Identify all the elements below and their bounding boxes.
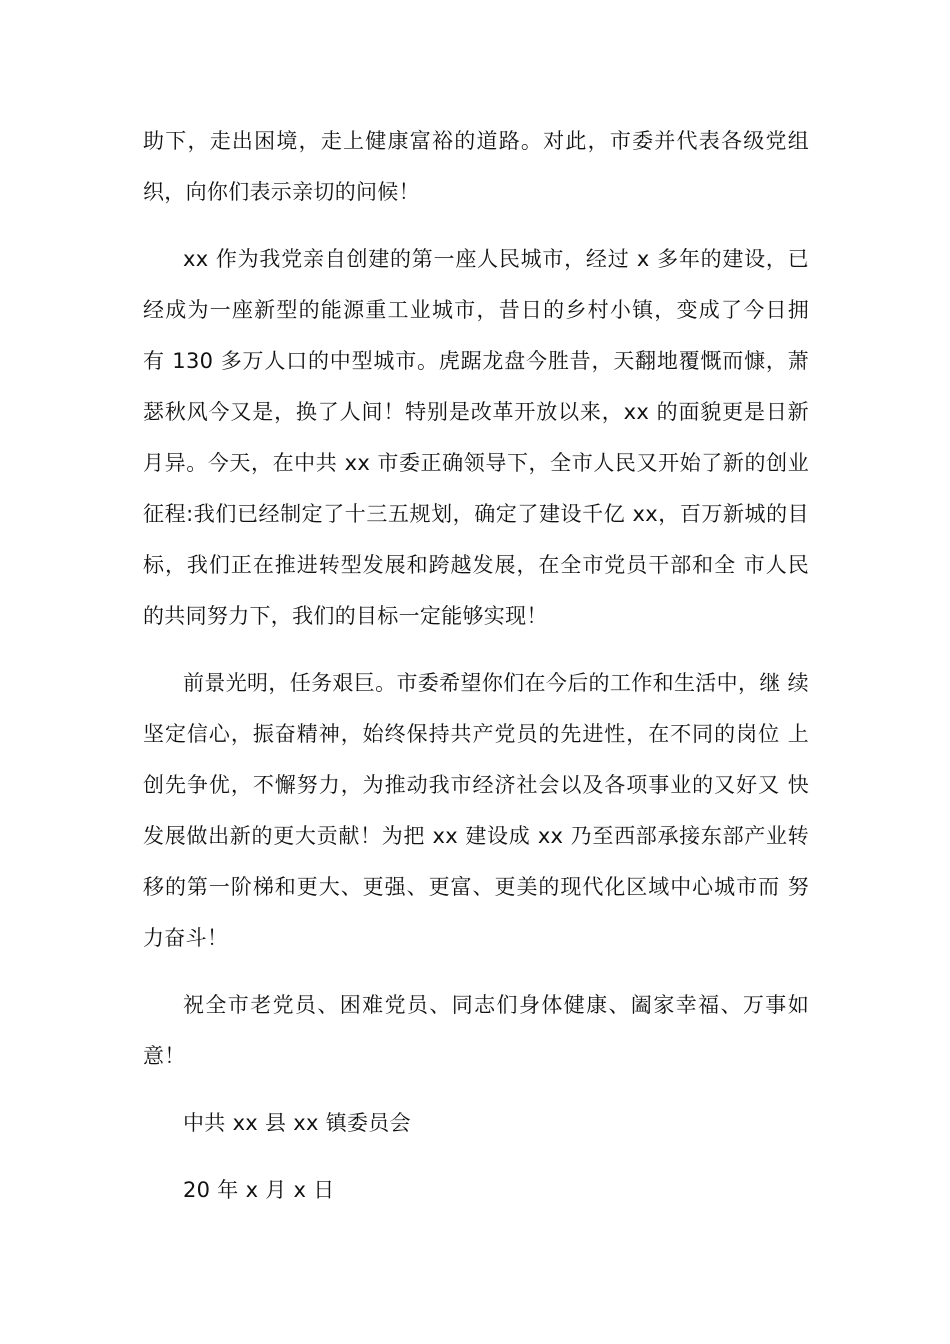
- paragraph-wishes: 祝全市老党员、困难党员、同志们身体健康、阖家幸福、万事如意！: [143, 993, 809, 1068]
- letter-body: [143, 116, 809, 1232]
- paragraph-city-history: xx 作为我党亲自创建的第一座人民城市，经过 x 多年的建设，已经成为一座新型的能源重工业城市，昔日的乡村小镇，变成了今日拥 有 130 多万人口的中型城市。虎踞龙盘今胜昔，天翻地覆慨而慷，萧瑟秋风今又是，换了人间！特别是改革开放以来，xx 的面貌更是日新月异。今天，在中共 xx 市委正确领导下，全市人民又开始了新的创业征程:我们已经制定了十三五规划，确定了建设千亿 xx，百万新城的目标，我们正在推进转型发展和跨越发展，在全市党员干部和全 市人民的共同努力下，我们的目标一定能够实现！: [143, 247, 809, 628]
- signature-organization: 中共 xx 县 xx 镇委员会: [183, 1111, 411, 1135]
- signature-date: 20 年 x 月 x 日: [183, 1178, 335, 1202]
- paragraph-greeting-continuation: 助下，走出困境，走上健康富裕的道路。对此，市委并代表各级党组 织，向你们表示亲切的问候！: [143, 129, 809, 204]
- paragraph-expectations: 前景光明，任务艰巨。市委希望你们在今后的工作和生活中，继 续坚定信心，振奋精神，始终保持共产党员的先进性，在不同的岗位 上创先争优，不懈努力，为推动我市经济社会以及各项事业的又好又 快发展做出新的更大贡献！为把 xx 建设成 xx 乃至西部承接东部产业转移的第一阶梯和更大、更强、更富、更美的现代化区域中心城市而 努力奋斗！: [143, 671, 809, 950]
